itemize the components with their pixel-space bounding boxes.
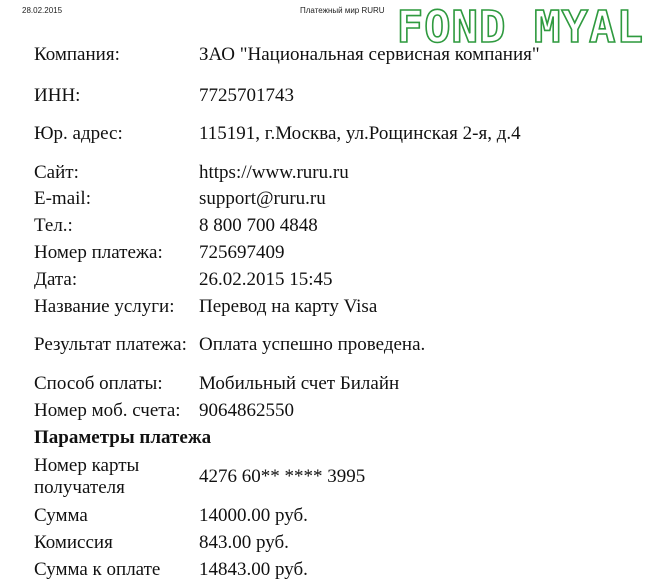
row-card-number: [34, 452, 634, 502]
row-commission: [34, 529, 634, 556]
row-label: Сумма: [34, 504, 88, 526]
row-value: ЗАО "Национальная сервисная компания": [199, 44, 540, 65]
watermark: FOND MYAL: [396, 2, 644, 53]
row-payment-method: [34, 370, 634, 397]
row-label: Тел.:: [34, 214, 73, 236]
row-label: Сумма к оплате: [34, 558, 161, 580]
row-value: Оплата успешно проведена.: [199, 334, 426, 355]
row-total: [34, 556, 634, 583]
row-value: 14843.00 руб.: [199, 558, 308, 580]
row-mobile-account: [34, 397, 634, 424]
row-label: E-mail:: [34, 188, 91, 209]
row-site: [34, 159, 634, 186]
row-label: Название услуги:: [34, 295, 175, 317]
row-value: support@ruru.ru: [199, 188, 326, 209]
row-value: 8 800 700 4848: [199, 214, 318, 236]
section-title: Параметры платежа: [34, 427, 212, 448]
payment-receipt: [34, 28, 634, 583]
row-address: [34, 109, 634, 159]
row-amount: [34, 502, 634, 529]
row-label: Компания:: [34, 44, 120, 65]
row-value: 26.02.2015 15:45: [199, 268, 333, 290]
row-label: Номер моб. счета:: [34, 399, 181, 421]
row-value: 725697409: [199, 241, 285, 263]
row-payment-result: [34, 320, 634, 370]
row-email: [34, 186, 634, 212]
print-date: 28.02.2015: [22, 6, 63, 15]
row-value: 843.00 руб.: [199, 531, 289, 553]
row-phone: [34, 212, 634, 239]
row-value: 7725701743: [199, 84, 294, 106]
row-label: Номер платежа:: [34, 241, 163, 263]
row-label: Способ оплаты:: [34, 372, 163, 394]
document-title: Платежный мир RURU: [300, 6, 385, 15]
row-service-name: [34, 293, 634, 320]
row-label: Сайт:: [34, 161, 79, 183]
row-label: Юр. адрес:: [34, 123, 123, 144]
row-label: Дата:: [34, 268, 78, 290]
row-company: [34, 28, 634, 82]
row-label: Результат платежа:: [34, 334, 187, 355]
row-label: Комиссия: [34, 531, 113, 553]
row-value: https://www.ruru.ru: [199, 161, 349, 183]
row-inn: [34, 82, 634, 109]
row-label: Номер карты получателя: [34, 455, 140, 498]
row-value: Мобильный счет Билайн: [199, 372, 400, 394]
row-date: [34, 266, 634, 293]
row-value: 9064862550: [199, 399, 294, 421]
row-value: 14000.00 руб.: [199, 504, 308, 526]
row-payment-number: [34, 239, 634, 266]
row-value: 4276 60** **** 3995: [199, 466, 366, 487]
row-value: Перевод на карту Visa: [199, 295, 378, 317]
row-label: ИНН:: [34, 84, 81, 106]
row-value: 115191, г.Москва, ул.Рощинская 2-я, д.4: [199, 123, 521, 144]
